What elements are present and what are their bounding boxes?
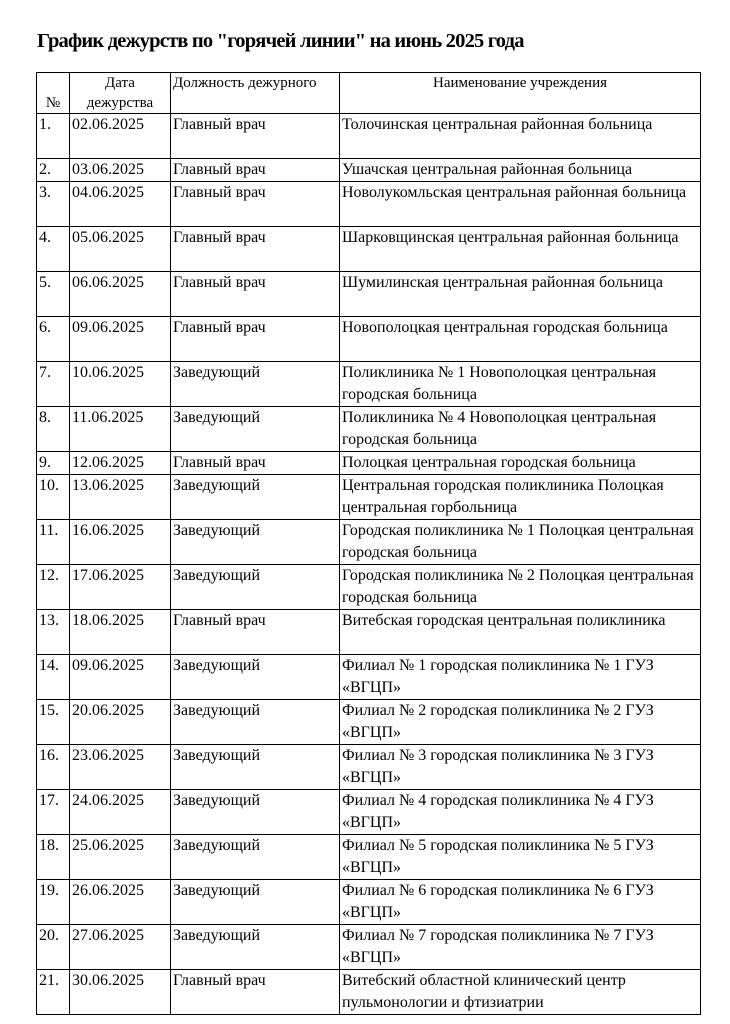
row-position: Заведующий xyxy=(171,700,340,745)
row-institution: Филиал № 7 городская поликлиника № 7 ГУЗ «ВГЦП» xyxy=(340,925,701,970)
row-date: 30.06.2025 xyxy=(70,970,171,1015)
row-institution: Филиал № 5 городская поликлиника № 5 ГУЗ «ВГЦП» xyxy=(340,835,701,880)
row-institution: Шумилинская центральная районная больница xyxy=(340,272,701,317)
row-date: 06.06.2025 xyxy=(70,272,171,317)
row-institution: Поликлиника № 1 Новополоцкая центральная городская больница xyxy=(340,362,701,407)
row-institution: Городская поликлиника № 2 Полоцкая центральная городская больница xyxy=(340,565,701,610)
header-institution: Наименование учреждения xyxy=(340,73,701,114)
row-date: 23.06.2025 xyxy=(70,745,171,790)
row-number: 19. xyxy=(37,880,70,925)
row-date: 10.06.2025 xyxy=(70,362,171,407)
row-institution: Филиал № 4 городская поликлиника № 4 ГУЗ «ВГЦП» xyxy=(340,790,701,835)
row-institution: Новолукомльская центральная районная больница xyxy=(340,182,701,227)
row-date: 18.06.2025 xyxy=(70,610,171,655)
table-row xyxy=(37,114,701,159)
table-row xyxy=(37,925,701,970)
row-position: Заведующий xyxy=(171,835,340,880)
page-title: График дежурств по "горячей линии" на июнь 2025 года xyxy=(37,30,524,52)
row-institution: Городская поликлиника № 1 Полоцкая центральная городская больница xyxy=(340,520,701,565)
table-row xyxy=(37,475,701,520)
row-position: Заведующий xyxy=(171,745,340,790)
row-number: 7. xyxy=(37,362,70,407)
row-institution: Филиал № 2 городская поликлиника № 2 ГУЗ «ВГЦП» xyxy=(340,700,701,745)
row-position: Заведующий xyxy=(171,565,340,610)
row-date: 05.06.2025 xyxy=(70,227,171,272)
row-position: Главный врач xyxy=(171,182,340,227)
row-number: 13. xyxy=(37,610,70,655)
row-position: Заведующий xyxy=(171,520,340,565)
row-institution: Витебский областной клинический центр пульмонологии и фтизиатрии xyxy=(340,970,701,1015)
row-number: 9. xyxy=(37,452,70,475)
row-institution: Толочинская центральная районная больница xyxy=(340,114,701,159)
row-number: 11. xyxy=(37,520,70,565)
table-row xyxy=(37,700,701,745)
table-row xyxy=(37,655,701,700)
row-date: 03.06.2025 xyxy=(70,159,171,182)
row-date: 02.06.2025 xyxy=(70,114,171,159)
row-institution: Шарковщинская центральная районная больница xyxy=(340,227,701,272)
table-row xyxy=(37,970,701,1015)
table-row xyxy=(37,407,701,452)
duty-schedule-table xyxy=(36,72,701,1015)
row-institution: Филиал № 1 городская поликлиника № 1 ГУЗ «ВГЦП» xyxy=(340,655,701,700)
row-institution: Витебская городская центральная поликлиника xyxy=(340,610,701,655)
table-row xyxy=(37,610,701,655)
row-position: Заведующий xyxy=(171,655,340,700)
row-position: Главный врач xyxy=(171,114,340,159)
row-number: 1. xyxy=(37,114,70,159)
row-position: Главный врач xyxy=(171,610,340,655)
row-position: Главный врач xyxy=(171,317,340,362)
table-row xyxy=(37,272,701,317)
row-number: 16. xyxy=(37,745,70,790)
row-position: Главный врач xyxy=(171,159,340,182)
table-row xyxy=(37,362,701,407)
row-institution: Новополоцкая центральная городская больница xyxy=(340,317,701,362)
row-date: 27.06.2025 xyxy=(70,925,171,970)
row-number: 3. xyxy=(37,182,70,227)
row-date: 09.06.2025 xyxy=(70,317,171,362)
table-row xyxy=(37,227,701,272)
header-num: № xyxy=(37,73,70,114)
row-number: 8. xyxy=(37,407,70,452)
row-date: 11.06.2025 xyxy=(70,407,171,452)
row-institution: Поликлиника № 4 Новополоцкая центральная городская больница xyxy=(340,407,701,452)
row-position: Главный врач xyxy=(171,272,340,317)
row-number: 5. xyxy=(37,272,70,317)
row-date: 12.06.2025 xyxy=(70,452,171,475)
row-date: 25.06.2025 xyxy=(70,835,171,880)
row-position: Заведующий xyxy=(171,880,340,925)
row-position: Главный врач xyxy=(171,970,340,1015)
row-number: 20. xyxy=(37,925,70,970)
table-row xyxy=(37,452,701,475)
row-position: Заведующий xyxy=(171,475,340,520)
row-institution: Филиал № 6 городская поликлиника № 6 ГУЗ «ВГЦП» xyxy=(340,880,701,925)
row-date: 09.06.2025 xyxy=(70,655,171,700)
row-number: 12. xyxy=(37,565,70,610)
row-number: 14. xyxy=(37,655,70,700)
row-position: Заведующий xyxy=(171,407,340,452)
table-row xyxy=(37,835,701,880)
table-row xyxy=(37,159,701,182)
row-institution: Полоцкая центральная городская больница xyxy=(340,452,701,475)
row-number: 10. xyxy=(37,475,70,520)
table-row xyxy=(37,745,701,790)
table-row xyxy=(37,317,701,362)
header-position: Должность дежурного xyxy=(171,73,340,114)
row-position: Заведующий xyxy=(171,925,340,970)
row-number: 21. xyxy=(37,970,70,1015)
row-date: 26.06.2025 xyxy=(70,880,171,925)
row-number: 15. xyxy=(37,700,70,745)
table-row xyxy=(37,880,701,925)
table-row xyxy=(37,182,701,227)
table-row xyxy=(37,565,701,610)
row-date: 17.06.2025 xyxy=(70,565,171,610)
row-institution: Ушачская центральная районная больница xyxy=(340,159,701,182)
row-date: 13.06.2025 xyxy=(70,475,171,520)
row-number: 17. xyxy=(37,790,70,835)
row-number: 2. xyxy=(37,159,70,182)
row-position: Главный врач xyxy=(171,227,340,272)
row-institution: Филиал № 3 городская поликлиника № 3 ГУЗ «ВГЦП» xyxy=(340,745,701,790)
row-date: 20.06.2025 xyxy=(70,700,171,745)
row-number: 4. xyxy=(37,227,70,272)
row-date: 04.06.2025 xyxy=(70,182,171,227)
table-row xyxy=(37,520,701,565)
row-date: 24.06.2025 xyxy=(70,790,171,835)
row-institution: Центральная городская поликлиника Полоцкая центральная горбольница xyxy=(340,475,701,520)
header-date: Дата дежурства xyxy=(70,73,171,114)
row-position: Заведующий xyxy=(171,362,340,407)
row-number: 6. xyxy=(37,317,70,362)
row-date: 16.06.2025 xyxy=(70,520,171,565)
row-position: Заведующий xyxy=(171,790,340,835)
table-row xyxy=(37,790,701,835)
row-number: 18. xyxy=(37,835,70,880)
row-position: Главный врач xyxy=(171,452,340,475)
table-header-row xyxy=(37,73,701,114)
